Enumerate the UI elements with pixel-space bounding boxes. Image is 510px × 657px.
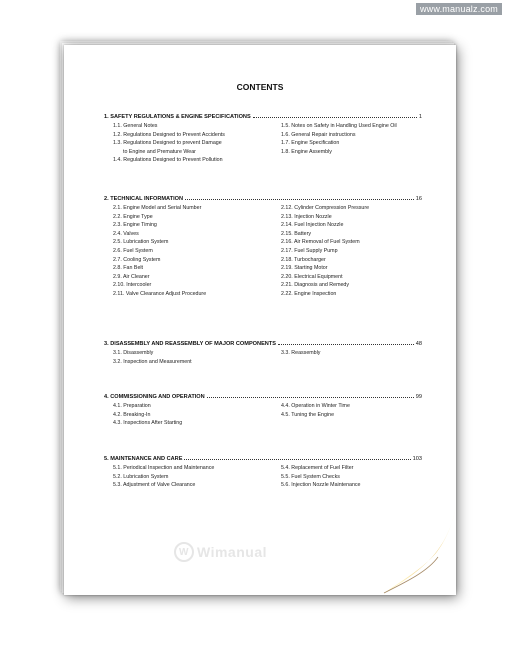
toc-section-heading[interactable]	[104, 196, 422, 202]
toc-section	[104, 341, 422, 365]
toc-items	[104, 465, 422, 488]
toc-section-heading[interactable]	[104, 456, 422, 462]
toc-section	[104, 114, 422, 163]
toc-item[interactable]: 2.18. Turbocharger	[281, 256, 326, 263]
toc-item[interactable]: 2.7. Cooling System	[113, 256, 161, 263]
toc-item[interactable]: 1.3. Regulations Designed to prevent Damage	[113, 140, 222, 147]
toc-section-heading[interactable]	[104, 394, 422, 400]
section-page-number: 48	[415, 341, 422, 347]
toc-item[interactable]: 1.1. General Notes	[113, 123, 158, 129]
toc-items	[104, 205, 422, 297]
section-title: 2. TECHNICAL INFORMATION	[104, 196, 184, 202]
toc-item	[272, 157, 422, 163]
toc-item[interactable]: 2.21. Diagnosis and Remedy	[281, 282, 350, 289]
toc-item[interactable]: 2.15. Battery	[281, 230, 312, 237]
toc-item[interactable]: 2.14. Fuel Injection Nozzle	[281, 222, 344, 229]
toc-item[interactable]: 2.6. Fuel System	[113, 247, 153, 254]
toc-item[interactable]: 2.4. Valves	[113, 230, 139, 237]
section-title: 3. DISASSEMBLY AND REASSEMBLY OF MAJOR COMPONENTS	[104, 341, 276, 347]
toc-item[interactable]: 1.4. Regulations Designed to Prevent Pollution	[113, 157, 223, 164]
page-curl-icon	[378, 505, 458, 597]
toc-item[interactable]: 2.3. Engine Timing	[113, 222, 157, 229]
toc-section	[104, 456, 422, 488]
logo-icon: W	[174, 542, 194, 562]
toc-item[interactable]: 5.2. Lubrication System	[113, 473, 169, 480]
toc-item[interactable]: 2.19. Starting Motor	[281, 265, 328, 272]
toc-item[interactable]: 2.13. Injection Nozzle	[281, 213, 332, 220]
page-title: CONTENTS	[236, 82, 284, 92]
toc-item[interactable]: 2.9. Air Cleaner	[113, 273, 150, 280]
section-title: 1. SAFETY REGULATIONS & ENGINE SPECIFICATIONS	[104, 114, 251, 120]
toc-item[interactable]: 1.2. Regulations Designed to Prevent Accidents	[113, 131, 225, 138]
leader-dots	[184, 459, 410, 460]
section-title: 5. MAINTENANCE AND CARE	[104, 456, 183, 462]
toc-item	[272, 420, 422, 426]
leader-dots	[253, 117, 417, 118]
leader-dots	[185, 199, 414, 200]
toc-section-heading[interactable]	[104, 114, 422, 120]
toc-section	[104, 196, 422, 297]
toc-item[interactable]: 1.6. General Repair instructions	[281, 131, 356, 138]
toc-item[interactable]: 2.12. Cylinder Compression Pressure	[281, 205, 370, 211]
section-title: 4. COMMISSIONING AND OPERATION	[104, 394, 205, 400]
toc-item[interactable]: 5.4. Replacement of Fuel Filter	[281, 465, 354, 471]
toc-item[interactable]: 1.7. Engine Specification	[281, 140, 340, 147]
toc-item[interactable]: 4.5. Tuning the Engine	[281, 411, 335, 418]
site-watermark: www.manualz.com	[416, 3, 502, 15]
toc-item[interactable]: 2.5. Lubrication System	[113, 239, 169, 246]
toc-item[interactable]: 5.3. Adjustment of Valve Clearance	[113, 482, 196, 489]
toc-item[interactable]: 4.1. Preparation	[113, 403, 151, 409]
logo-text: Wimanual	[197, 544, 267, 560]
logo-watermark	[174, 542, 267, 562]
section-page-number: 1	[418, 114, 422, 120]
toc-item[interactable]: 3.2. Inspection and Measurement	[113, 358, 192, 365]
toc-section-heading[interactable]	[104, 341, 422, 347]
toc-item[interactable]: 2.11. Valve Clearance Adjust Procedure	[113, 290, 207, 297]
section-page-number: 16	[415, 196, 422, 202]
toc-item[interactable]: to Engine and Premature Wear	[123, 148, 196, 155]
toc-item	[272, 359, 422, 365]
toc-item[interactable]: 2.22. Engine Inspection	[281, 290, 337, 297]
toc-items	[104, 123, 422, 163]
leader-dots	[278, 344, 414, 345]
toc-section	[104, 394, 422, 426]
toc-item[interactable]: 2.10. Intercooler	[113, 282, 152, 289]
toc-item[interactable]: 2.8. Fan Belt	[113, 265, 144, 272]
toc-item[interactable]: 2.16. Air Removal of Fuel System	[281, 239, 360, 246]
section-page-number: 99	[415, 394, 422, 400]
toc-item[interactable]: 2.17. Fuel Supply Pump	[281, 247, 338, 254]
toc-items	[104, 403, 422, 426]
toc-item[interactable]: 1.5. Notes on Safety in Handling Used Engine Oil	[281, 123, 397, 129]
toc-item[interactable]: 5.5. Fuel System Checks	[281, 473, 340, 480]
toc-item[interactable]: 4.4. Operation in Winter Time	[281, 403, 350, 409]
section-page-number: 103	[412, 456, 422, 462]
toc-item[interactable]: 5.1. Periodical Inspection and Maintenance	[113, 465, 215, 471]
toc-items	[104, 350, 422, 365]
toc-item[interactable]: 4.2. Breaking-In	[113, 411, 151, 418]
leader-dots	[207, 397, 414, 398]
toc-item[interactable]: 1.8. Engine Assembly	[281, 148, 332, 155]
toc-item[interactable]: 4.3. Inspections After Starting	[113, 420, 183, 427]
toc-item[interactable]: 2.20. Electrical Equipment	[281, 273, 343, 280]
toc-item[interactable]: 2.1. Engine Model and Serial Number	[113, 205, 202, 211]
toc-item[interactable]: 2.2. Engine Type	[113, 213, 153, 220]
toc-item[interactable]: 5.6. Injection Nozzle Maintenance	[281, 482, 361, 489]
toc-item[interactable]: 3.1. Disassembly	[113, 350, 154, 356]
toc-item[interactable]: 3.3. Reassembly	[281, 350, 321, 356]
